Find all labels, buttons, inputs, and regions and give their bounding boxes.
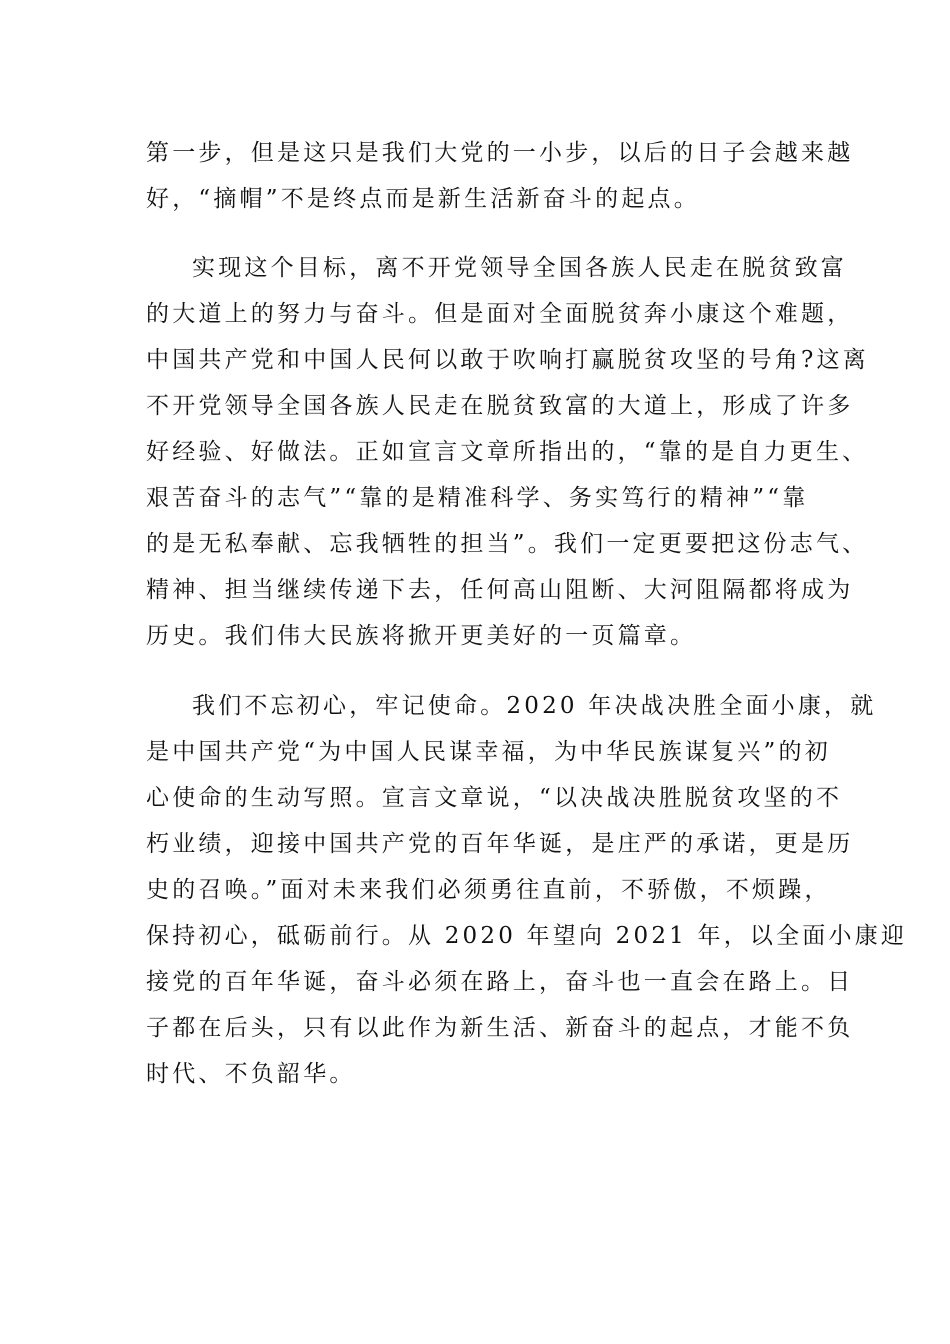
text-line: 我们不忘初心，牢记使命。2020 年决战决胜全面小康，就 (192, 693, 877, 719)
text-line: 好，“摘帽”不是终点而是新生活新奋斗的起点。 (146, 186, 700, 212)
text-line: 心使命的生动写照。宣言文章说，“以决战决胜脱贫攻坚的不 (146, 785, 843, 811)
text-line: 中国共产党和中国人民何以敢于吹响打赢脱贫攻坚的号角?这离 (146, 347, 869, 373)
text-line: 是中国共产党“为中国人民谋幸福，为中华民族谋复兴”的初 (146, 739, 831, 765)
text-line: 的大道上的努力与奋斗。但是面对全面脱贫奔小康这个难题， (146, 301, 854, 327)
text-line: 史的召唤。”面对未来我们必须勇往直前，不骄傲，不烦躁， (146, 877, 831, 903)
text-line: 子都在后头，只有以此作为新生活、新奋斗的起点，才能不负 (146, 1015, 854, 1041)
text-line: 艰苦奋斗的志气”“靠的是精准科学、务实笃行的精神”“靠 (146, 485, 809, 511)
text-line: 的是无私奉献、忘我牺牲的担当”。我们一定更要把这份志气、 (146, 531, 869, 557)
text-line: 第一步，但是这只是我们大党的一小步，以后的日子会越来越 (146, 140, 854, 166)
text-line: 接党的百年华诞，奋斗必须在路上，奋斗也一直会在路上。日 (146, 969, 854, 995)
text-line: 朽业绩，迎接中国共产党的百年华诞，是庄严的承诺，更是历 (146, 831, 854, 857)
text-line: 历史。我们伟大民族将掀开更美好的一页篇章。 (146, 623, 697, 649)
text-line: 好经验、好做法。正如宣言文章所指出的，“靠的是自力更生、 (146, 439, 869, 465)
text-line: 实现这个目标，离不开党领导全国各族人民走在脱贫致富 (192, 255, 847, 281)
text-line: 精神、担当继续传递下去，任何高山阻断、大河阻隔都将成为 (146, 577, 854, 603)
text-line: 时代、不负韶华。 (146, 1061, 356, 1087)
text-line: 保持初心，砥砺前行。从 2020 年望向 2021 年，以全面小康迎 (146, 923, 908, 949)
text-line: 不开党领导全国各族人民走在脱贫致富的大道上，形成了许多 (146, 393, 854, 419)
